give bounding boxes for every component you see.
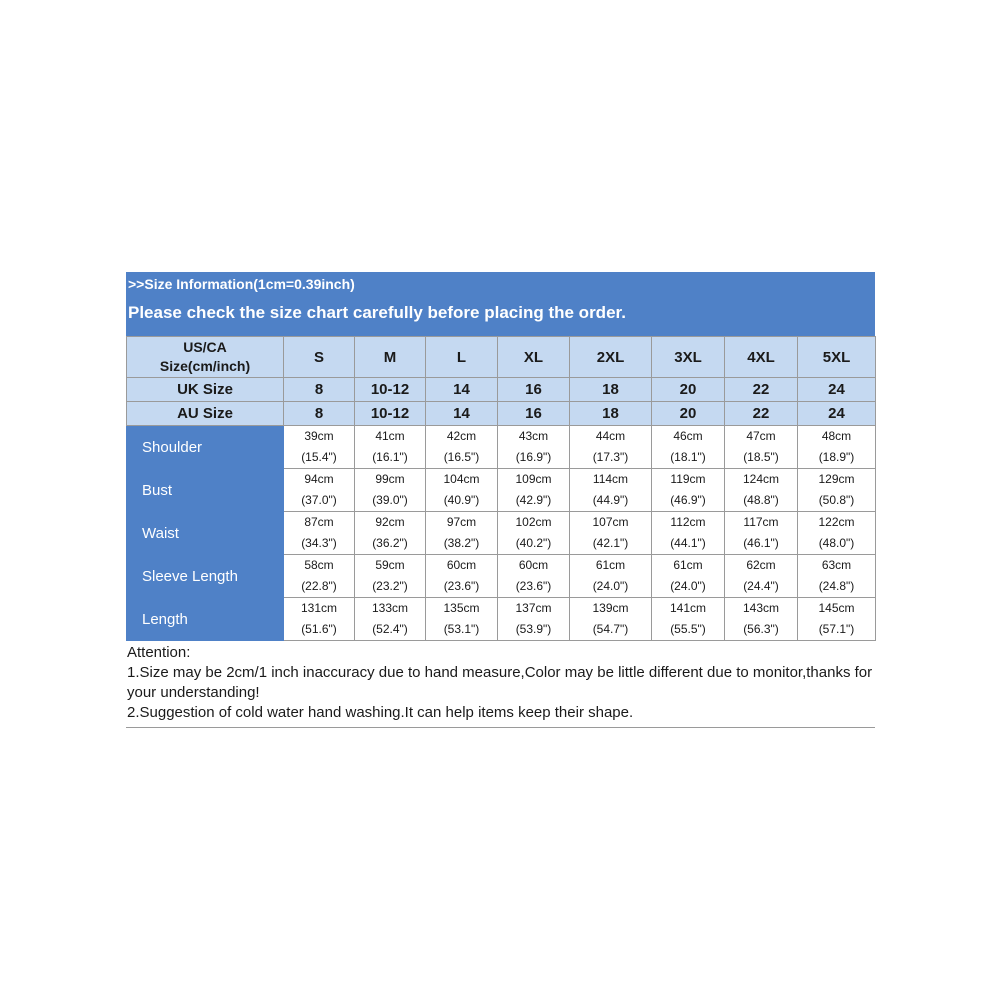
measurement-cell xyxy=(570,598,652,641)
measurement-cm: 117cm xyxy=(743,515,779,529)
uk-size-cell: 14 xyxy=(426,378,498,402)
uk-size-cell: 22 xyxy=(725,378,798,402)
measurement-cell xyxy=(498,426,570,469)
measurement-cm: 92cm xyxy=(375,515,405,529)
measurement-cell xyxy=(355,426,426,469)
au-size-cell: 22 xyxy=(725,402,798,426)
measurement-inch: (46.1") xyxy=(743,536,779,550)
measurement-cell xyxy=(498,469,570,512)
measurement-inch: (36.2") xyxy=(372,536,408,550)
measurement-cm: 42cm xyxy=(446,429,477,443)
us-size-cell: L xyxy=(426,337,498,378)
size-info-heading: >>Size Information(1cm=0.39inch) xyxy=(128,276,355,292)
measurement-cm: 94cm xyxy=(304,472,334,486)
measurement-inch: (55.5") xyxy=(670,622,706,636)
au-size-cell: 20 xyxy=(652,402,725,426)
size-check-notice: Please check the size chart carefully before placing the order. xyxy=(128,303,626,322)
measurement-inch: (23.6") xyxy=(443,579,480,593)
measurement-inch: (50.8") xyxy=(818,493,855,507)
measurement-cell xyxy=(725,469,798,512)
measurement-cell xyxy=(570,512,652,555)
measurement-inch: (38.2") xyxy=(443,536,480,550)
uk-size-row xyxy=(127,378,876,402)
us-size-label xyxy=(127,337,284,378)
measurement-inch: (48.8") xyxy=(743,493,779,507)
measurement-cell xyxy=(355,598,426,641)
measurement-cm: 48cm xyxy=(821,429,852,443)
us-size-cell: 5XL xyxy=(798,337,876,378)
measurement-cell xyxy=(798,469,876,512)
measurement-cm: 59cm xyxy=(375,558,405,572)
measurement-inch: (40.9") xyxy=(443,493,480,507)
measurement-cell xyxy=(652,512,725,555)
us-size-cell: 2XL xyxy=(570,337,652,378)
measurement-cell xyxy=(426,426,498,469)
measurement-cell xyxy=(798,512,876,555)
measurement-cell xyxy=(284,555,355,598)
measurement-inch: (16.9") xyxy=(515,450,552,464)
measurement-cm: 143cm xyxy=(742,601,780,615)
measurement-cell xyxy=(798,426,876,469)
attention-heading: Attention: xyxy=(127,644,191,661)
measurement-cell xyxy=(725,598,798,641)
measurement-cm: 87cm xyxy=(304,515,334,529)
measurement-cm: 61cm xyxy=(595,558,626,572)
measurement-cell xyxy=(284,598,355,641)
size-chart xyxy=(126,272,875,728)
measurement-inch: (40.2") xyxy=(515,536,552,550)
measurement-inch: (51.6") xyxy=(301,622,337,636)
measurement-cm: 129cm xyxy=(818,472,855,486)
us-size-row xyxy=(127,337,876,378)
au-size-cell: 16 xyxy=(498,402,570,426)
us-size-label-line2: Size(cm/inch) xyxy=(159,358,251,374)
attention-note-2: 2.Suggestion of cold water hand washing.It can help items keep their shape. xyxy=(127,704,634,721)
size-chart-banner xyxy=(126,272,875,336)
measurement-inch: (18.5") xyxy=(743,450,779,464)
measurement-cm: 131cm xyxy=(300,601,338,615)
measurement-cell xyxy=(426,469,498,512)
size-table xyxy=(126,336,876,641)
au-size-row xyxy=(127,402,876,426)
measurement-inch: (44.1") xyxy=(670,536,706,550)
measurement-row xyxy=(127,426,876,469)
measurement-inch: (23.2") xyxy=(372,579,408,593)
measurement-row xyxy=(127,469,876,512)
measurement-inch: (44.9") xyxy=(592,493,629,507)
measurement-inch: (39.0") xyxy=(372,493,408,507)
measurement-cell xyxy=(798,555,876,598)
measurement-cm: 124cm xyxy=(742,472,780,486)
uk-size-cell: 16 xyxy=(498,378,570,402)
measurement-label: Bust xyxy=(127,469,284,512)
measurement-cell xyxy=(284,512,355,555)
measurement-cm: 107cm xyxy=(592,515,629,529)
measurement-cell xyxy=(570,469,652,512)
measurement-inch: (48.0") xyxy=(818,536,855,550)
measurement-cell xyxy=(725,555,798,598)
measurement-inch: (42.1") xyxy=(592,536,629,550)
measurement-inch: (57.1") xyxy=(818,622,855,636)
measurement-cell xyxy=(725,512,798,555)
measurement-label: Shoulder xyxy=(127,426,284,469)
uk-size-cell: 20 xyxy=(652,378,725,402)
measurement-cm: 39cm xyxy=(304,429,334,443)
attention-note-1: 1.Size may be 2cm/1 inch inaccuracy due to hand measure,Color may be little different due to monitor,thanks for your understanding! xyxy=(127,664,873,701)
measurement-cm: 60cm xyxy=(446,558,477,572)
measurement-inch: (17.3") xyxy=(592,450,629,464)
us-size-cell: 3XL xyxy=(652,337,725,378)
measurement-cell xyxy=(570,555,652,598)
us-size-cell: M xyxy=(355,337,426,378)
measurement-label: Length xyxy=(127,598,284,641)
measurement-cm: 47cm xyxy=(746,429,776,443)
measurement-cm: 135cm xyxy=(443,601,480,615)
attention-notes xyxy=(126,641,875,728)
au-size-cell: 8 xyxy=(284,402,355,426)
uk-size-cell: 24 xyxy=(798,378,876,402)
measurement-inch: (16.5") xyxy=(443,450,480,464)
measurement-inch: (24.0") xyxy=(670,579,706,593)
measurement-inch: (24.8") xyxy=(818,579,855,593)
us-size-label-line1: US/CA xyxy=(183,339,227,355)
measurement-cm: 99cm xyxy=(375,472,405,486)
measurement-inch: (53.9") xyxy=(515,622,552,636)
uk-size-cell: 8 xyxy=(284,378,355,402)
measurement-inch: (23.6") xyxy=(515,579,552,593)
measurement-cell xyxy=(498,512,570,555)
measurement-cm: 119cm xyxy=(670,472,706,486)
measurement-inch: (53.1") xyxy=(443,622,480,636)
measurement-cm: 133cm xyxy=(371,601,409,615)
measurement-row xyxy=(127,598,876,641)
measurement-cm: 139cm xyxy=(592,601,629,615)
measurement-inch: (56.3") xyxy=(743,622,779,636)
measurement-inch: (16.1") xyxy=(372,450,408,464)
measurement-cell xyxy=(355,555,426,598)
measurement-cm: 62cm xyxy=(746,558,776,572)
measurement-cm: 46cm xyxy=(673,429,703,443)
measurement-cm: 137cm xyxy=(515,601,552,615)
measurement-cell xyxy=(570,426,652,469)
measurement-label: Sleeve Length xyxy=(127,555,284,598)
measurement-inch: (18.1") xyxy=(670,450,706,464)
au-size-cell: 24 xyxy=(798,402,876,426)
measurement-cell xyxy=(652,469,725,512)
measurement-cm: 97cm xyxy=(446,515,477,529)
measurement-cell xyxy=(498,555,570,598)
measurement-cm: 112cm xyxy=(670,515,706,529)
measurement-cm: 44cm xyxy=(595,429,626,443)
measurement-cell xyxy=(725,426,798,469)
measurement-inch: (54.7") xyxy=(592,622,629,636)
uk-size-label: UK Size xyxy=(127,378,284,402)
us-size-cell: S xyxy=(284,337,355,378)
measurement-inch: (52.4") xyxy=(372,622,408,636)
measurement-cm: 102cm xyxy=(515,515,552,529)
measurement-cm: 141cm xyxy=(669,601,707,615)
measurement-cell xyxy=(426,598,498,641)
measurement-cell xyxy=(652,426,725,469)
measurement-inch: (34.3") xyxy=(301,536,337,550)
measurement-cm: 109cm xyxy=(515,472,552,486)
measurement-cell xyxy=(652,555,725,598)
measurement-cm: 58cm xyxy=(304,558,334,572)
measurement-row xyxy=(127,512,876,555)
measurement-cm: 60cm xyxy=(518,558,549,572)
au-size-cell: 10-12 xyxy=(355,402,426,426)
measurement-inch: (24.4") xyxy=(743,579,779,593)
measurement-inch: (42.9") xyxy=(515,493,552,507)
measurement-inch: (18.9") xyxy=(818,450,855,464)
measurement-cm: 63cm xyxy=(821,558,852,572)
measurement-cell xyxy=(284,426,355,469)
au-size-cell: 14 xyxy=(426,402,498,426)
measurement-cm: 104cm xyxy=(443,472,480,486)
au-size-label: AU Size xyxy=(127,402,284,426)
measurement-cm: 122cm xyxy=(818,515,855,529)
measurement-cm: 114cm xyxy=(592,472,629,486)
measurement-inch: (46.9") xyxy=(670,493,706,507)
measurement-cm: 43cm xyxy=(518,429,549,443)
au-size-cell: 18 xyxy=(570,402,652,426)
measurement-inch: (22.8") xyxy=(301,579,337,593)
uk-size-cell: 18 xyxy=(570,378,652,402)
measurement-row xyxy=(127,555,876,598)
measurement-cell xyxy=(284,469,355,512)
measurement-inch: (15.4") xyxy=(301,450,337,464)
measurement-cell xyxy=(498,598,570,641)
measurement-inch: (24.0") xyxy=(592,579,629,593)
measurement-cell xyxy=(652,598,725,641)
measurement-cell xyxy=(355,512,426,555)
measurement-cell xyxy=(426,512,498,555)
measurement-cell xyxy=(798,598,876,641)
measurement-cell xyxy=(426,555,498,598)
measurement-cm: 145cm xyxy=(818,601,855,615)
measurement-cell xyxy=(355,469,426,512)
measurement-inch: (37.0") xyxy=(301,493,337,507)
uk-size-cell: 10-12 xyxy=(355,378,426,402)
measurement-cm: 41cm xyxy=(375,429,405,443)
us-size-cell: 4XL xyxy=(725,337,798,378)
measurement-label: Waist xyxy=(127,512,284,555)
us-size-cell: XL xyxy=(498,337,570,378)
measurement-cm: 61cm xyxy=(673,558,703,572)
